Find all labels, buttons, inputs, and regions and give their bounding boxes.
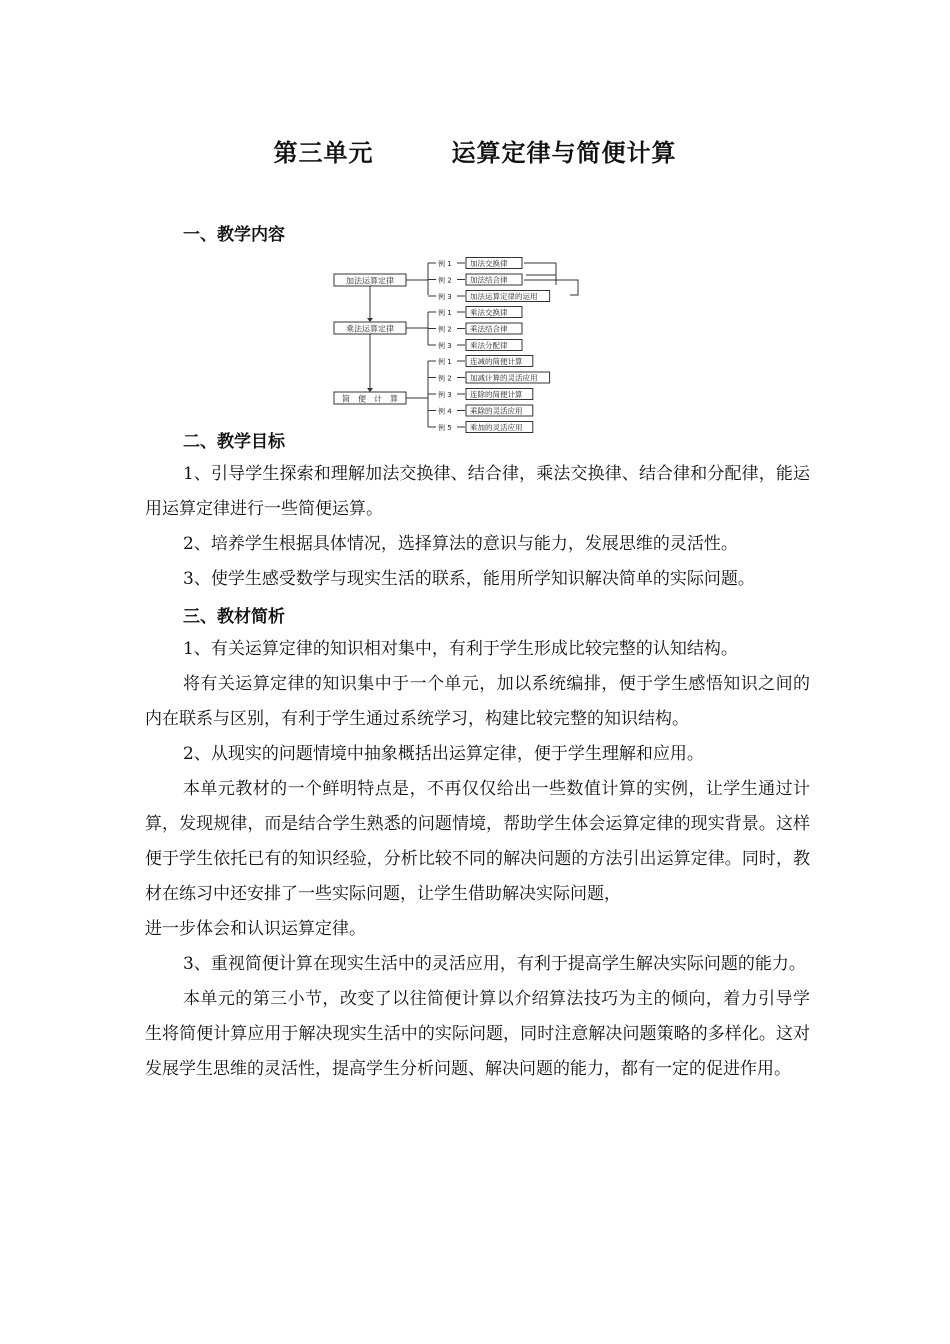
diagram-item-label: 乘法结合律 [470,324,508,334]
analysis-paragraph: 本单元教材的一个鲜明特点是，不再仅仅给出一些数值计算的实例，让学生通过计算，发现规律，而是结合学生熟悉的问题情境，帮助学生体会运算定律的现实背景。这样便于学生依托已有的知识经验，分析比较不同的解决问题的方法引出运算定律。同时，教材在练习中还安排了一些实际问题，让学生借助解决实际问题， [145,779,810,904]
diagram-example-label: 例 5 [438,424,452,432]
diagram-item-label: 乘法交换律 [470,308,508,317]
unit-label: 第三单元 [273,139,374,167]
analysis-paragraph: 1、有关运算定律的知识相对集中，有利于学生形成比较完整的认知结构。 [183,639,738,659]
diagram-group-label: 简 便 计 算 [342,394,398,404]
analysis-paragraph: 进一步体会和认识运算定律。 [145,919,366,939]
goals-block [145,457,810,597]
diagram-item-label: 加减计算的灵活应用 [470,373,538,383]
page-title [0,133,950,168]
diagram-example-label: 例 3 [438,342,452,350]
diagram-example-label: 例 2 [438,374,452,383]
diagram-example-label: 例 2 [438,325,452,334]
diagram-item-label: 乘除的灵活应用 [470,406,523,416]
goal-paragraph: 1、引导学生探索和理解加法交换律、结合律，乘法交换律、结合律和分配律，能运用运算定律进行一些简便运算。 [145,464,810,519]
analysis-block [145,632,810,1087]
goal-paragraph: 3、使学生感受数学与现实生活的联系，能用所学知识解决简单的实际问题。 [183,569,755,589]
diagram-example-label: 例 3 [438,293,452,301]
analysis-paragraph: 3、重视简便计算在现实生活中的灵活应用，有利于提高学生解决实际问题的能力。 [183,954,806,974]
knowledge-structure-diagram [330,252,590,434]
diagram-item-label: 加法交换律 [470,259,508,268]
analysis-paragraph: 2、从现实的问题情境中抽象概括出运算定律，便于学生理解和应用。 [183,744,704,764]
diagram-item-label: 加法结合律 [470,275,508,285]
diagram-item-label: 乘法分配律 [470,341,508,350]
diagram-group-label: 加法运算定律 [346,276,394,286]
diagram-example-label: 例 3 [438,391,452,399]
analysis-paragraph: 本单元的第三小节，改变了以往简便计算以介绍算法技巧为主的倾向，着力引导学生将简便计算应用于解决现实生活中的实际问题，同时注意解决问题策略的多样化。这对发展学生思维的灵活性，提高学生分析问题、解决问题的能力，都有一定的促进作用。 [145,989,810,1079]
diagram-example-label: 例 1 [438,260,452,268]
diagram-item-label: 加法运算定律的运用 [470,292,538,301]
section-heading-analysis: 三、教材简析 [183,607,285,627]
diagram-item-label: 连除的简便计算 [470,390,523,399]
analysis-paragraph: 将有关运算定律的知识集中于一个单元，加以系统编排，便于学生感悟知识之间的内在联系与区别，有利于学生通过系统学习，构建比较完整的知识结构。 [145,674,810,729]
diagram-example-label: 例 2 [438,276,452,285]
diagram-example-label: 例 4 [438,407,452,416]
diagram-example-label: 例 1 [438,309,452,317]
diagram-item-label: 连减的简便计算 [470,357,523,366]
diagram-example-label: 例 1 [438,358,452,366]
diagram-item-label: 乘加的灵活应用 [470,423,523,432]
diagram-group-label: 乘法运算定律 [346,324,394,334]
goal-paragraph: 2、培养学生根据具体情况，选择算法的意识与能力，发展思维的灵活性。 [183,534,738,554]
section-heading-goals: 二、教学目标 [183,432,285,452]
section-heading-content: 一、教学内容 [183,225,285,245]
unit-topic: 运算定律与简便计算 [451,139,677,167]
